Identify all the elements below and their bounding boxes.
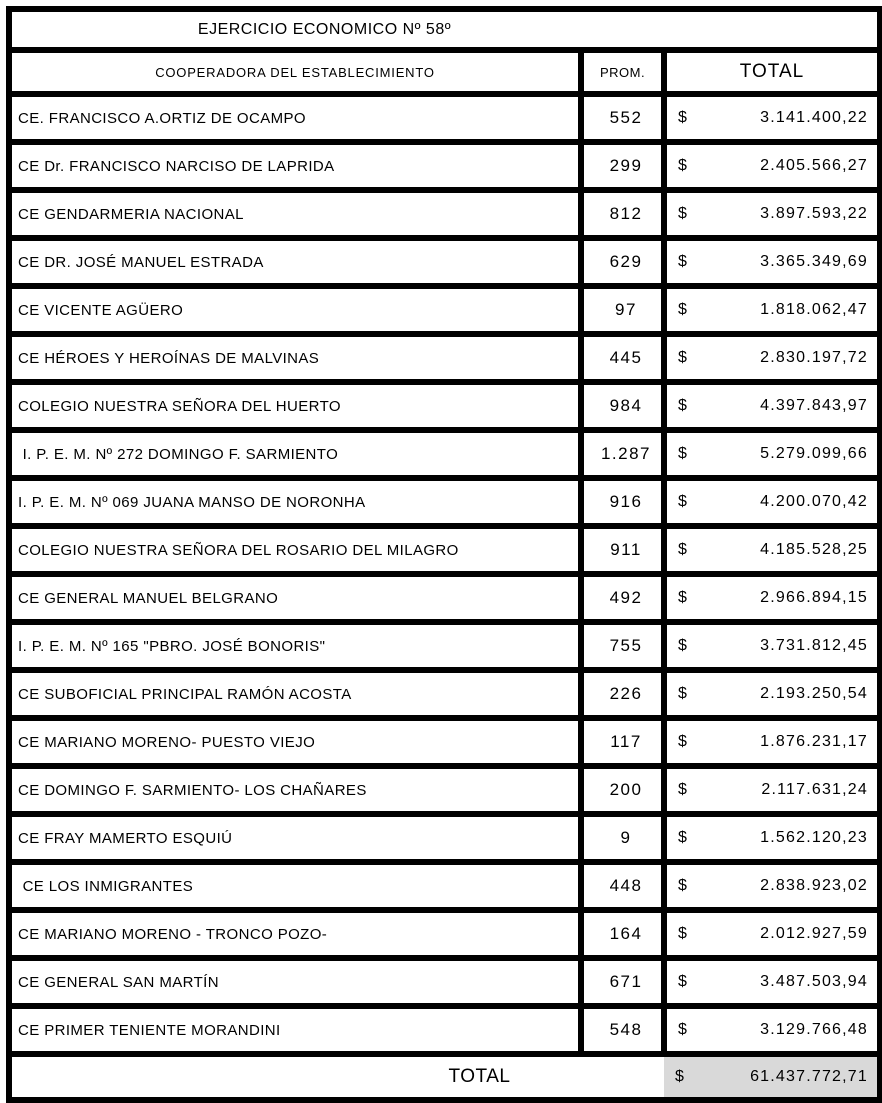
prom-value: 552 [581, 94, 664, 142]
prom-value: 164 [581, 910, 664, 958]
currency-symbol: $ [675, 1068, 684, 1085]
establishment-name: CE. FRANCISCO A.ORTIZ DE OCAMPO [9, 94, 581, 142]
establishment-name: I. P. E. M. Nº 069 JUANA MANSO DE NORONHA [9, 478, 581, 526]
prom-value: 916 [581, 478, 664, 526]
table-row [9, 286, 880, 334]
table-row [9, 142, 880, 190]
total-cell [664, 622, 880, 670]
establishment-name: CE GENDARMERIA NACIONAL [9, 190, 581, 238]
total-amount: 5.279.099,66 [760, 445, 868, 462]
table-row [9, 526, 880, 574]
total-cell [664, 1006, 880, 1054]
prom-value: 1.287 [581, 430, 664, 478]
establishment-name: CE SUBOFICIAL PRINCIPAL RAMÓN ACOSTA [9, 670, 581, 718]
document-page [0, 6, 882, 1087]
table-row [9, 766, 880, 814]
total-amount: 2.405.566,27 [760, 157, 868, 174]
total-amount: 2.193.250,54 [760, 685, 868, 702]
grand-total-amount: 61.437.772,71 [750, 1068, 868, 1085]
table-row [9, 862, 880, 910]
prom-value: 117 [581, 718, 664, 766]
table-row [9, 574, 880, 622]
total-amount: 2.966.894,15 [760, 589, 868, 606]
prom-value: 9 [581, 814, 664, 862]
total-cell [664, 334, 880, 382]
establishment-name: COLEGIO NUESTRA SEÑORA DEL HUERTO [9, 382, 581, 430]
establishment-name: CE PRIMER TENIENTE MORANDINI [9, 1006, 581, 1054]
table-row [9, 1006, 880, 1054]
prom-value: 984 [581, 382, 664, 430]
prom-value: 448 [581, 862, 664, 910]
prom-value: 226 [581, 670, 664, 718]
total-amount: 4.200.070,42 [760, 493, 868, 510]
currency-symbol: $ [678, 733, 687, 750]
prom-value: 299 [581, 142, 664, 190]
table-row [9, 814, 880, 862]
total-cell [664, 958, 880, 1006]
establishment-name: CE DOMINGO F. SARMIENTO- LOS CHAÑARES [9, 766, 581, 814]
currency-symbol: $ [678, 781, 687, 798]
table-row [9, 478, 880, 526]
currency-symbol: $ [678, 1021, 687, 1038]
currency-symbol: $ [678, 589, 687, 606]
column-header-establishment: COOPERADORA DEL ESTABLECIMIENTO [9, 50, 581, 94]
table-row [9, 910, 880, 958]
total-cell [664, 766, 880, 814]
grand-total-cell [664, 1054, 880, 1100]
total-amount: 3.897.593,22 [760, 205, 868, 222]
establishment-name: CE MARIANO MORENO- PUESTO VIEJO [9, 718, 581, 766]
establishment-name: CE GENERAL SAN MARTÍN [9, 958, 581, 1006]
total-amount: 3.365.349,69 [760, 253, 868, 270]
currency-symbol: $ [678, 157, 687, 174]
title-row [9, 9, 880, 50]
financial-table [6, 6, 882, 1103]
table-row [9, 94, 880, 142]
column-header-prom: PROM. [581, 50, 664, 94]
total-cell [664, 718, 880, 766]
table-row [9, 382, 880, 430]
establishment-name: I. P. E. M. Nº 272 DOMINGO F. SARMIENTO [9, 430, 581, 478]
total-amount: 1.818.062,47 [760, 301, 868, 318]
establishment-name: I. P. E. M. Nº 165 "PBRO. JOSÉ BONORIS" [9, 622, 581, 670]
currency-symbol: $ [678, 301, 687, 318]
table-row [9, 622, 880, 670]
establishment-name: CE GENERAL MANUEL BELGRANO [9, 574, 581, 622]
prom-value: 629 [581, 238, 664, 286]
currency-symbol: $ [678, 637, 687, 654]
total-amount: 2.830.197,72 [760, 349, 868, 366]
prom-value: 755 [581, 622, 664, 670]
table-row [9, 670, 880, 718]
total-cell [664, 526, 880, 574]
currency-symbol: $ [678, 925, 687, 942]
prom-value: 445 [581, 334, 664, 382]
total-cell [664, 430, 880, 478]
grand-total-row [9, 1054, 880, 1100]
prom-value: 911 [581, 526, 664, 574]
total-cell [664, 382, 880, 430]
currency-symbol: $ [678, 445, 687, 462]
total-amount: 3.731.812,45 [760, 637, 868, 654]
table-row [9, 190, 880, 238]
currency-symbol: $ [678, 973, 687, 990]
establishment-name: CE HÉROES Y HEROÍNAS DE MALVINAS [9, 334, 581, 382]
establishment-name: CE FRAY MAMERTO ESQUIÚ [9, 814, 581, 862]
total-cell [664, 478, 880, 526]
total-cell [664, 286, 880, 334]
total-amount: 3.487.503,94 [760, 973, 868, 990]
total-cell [664, 574, 880, 622]
currency-symbol: $ [678, 685, 687, 702]
total-amount: 2.012.927,59 [760, 925, 868, 942]
total-cell [664, 910, 880, 958]
total-cell [664, 94, 880, 142]
total-amount: 2.838.923,02 [760, 877, 868, 894]
currency-symbol: $ [678, 397, 687, 414]
currency-symbol: $ [678, 493, 687, 510]
currency-symbol: $ [678, 877, 687, 894]
prom-value: 548 [581, 1006, 664, 1054]
total-cell [664, 862, 880, 910]
table-row [9, 718, 880, 766]
table-row [9, 430, 880, 478]
total-cell [664, 238, 880, 286]
total-cell [664, 670, 880, 718]
table-row [9, 958, 880, 1006]
total-amount: 4.397.843,97 [760, 397, 868, 414]
total-amount: 1.876.231,17 [760, 733, 868, 750]
total-amount: 4.185.528,25 [760, 541, 868, 558]
currency-symbol: $ [678, 349, 687, 366]
establishment-name: CE Dr. FRANCISCO NARCISO DE LAPRIDA [9, 142, 581, 190]
header-row [9, 50, 880, 94]
establishment-name: CE VICENTE AGÜERO [9, 286, 581, 334]
currency-symbol: $ [678, 109, 687, 126]
total-amount: 1.562.120,23 [760, 829, 868, 846]
establishment-name: COLEGIO NUESTRA SEÑORA DEL ROSARIO DEL MILAGRO [9, 526, 581, 574]
page-title: EJERCICIO ECONOMICO Nº 58º [9, 9, 880, 50]
prom-value: 812 [581, 190, 664, 238]
establishment-name: CE DR. JOSÉ MANUEL ESTRADA [9, 238, 581, 286]
grand-total-label: TOTAL [9, 1054, 664, 1100]
total-amount: 3.141.400,22 [760, 109, 868, 126]
currency-symbol: $ [678, 829, 687, 846]
prom-value: 671 [581, 958, 664, 1006]
table-row [9, 334, 880, 382]
table-row [9, 238, 880, 286]
column-header-total: TOTAL [664, 50, 880, 94]
establishment-name: CE MARIANO MORENO - TRONCO POZO- [9, 910, 581, 958]
total-cell [664, 814, 880, 862]
establishment-name: CE LOS INMIGRANTES [9, 862, 581, 910]
currency-symbol: $ [678, 205, 687, 222]
total-cell [664, 142, 880, 190]
prom-value: 492 [581, 574, 664, 622]
currency-symbol: $ [678, 541, 687, 558]
currency-symbol: $ [678, 253, 687, 270]
total-cell [664, 190, 880, 238]
total-amount: 2.117.631,24 [761, 781, 868, 798]
prom-value: 97 [581, 286, 664, 334]
total-amount: 3.129.766,48 [760, 1021, 868, 1038]
prom-value: 200 [581, 766, 664, 814]
